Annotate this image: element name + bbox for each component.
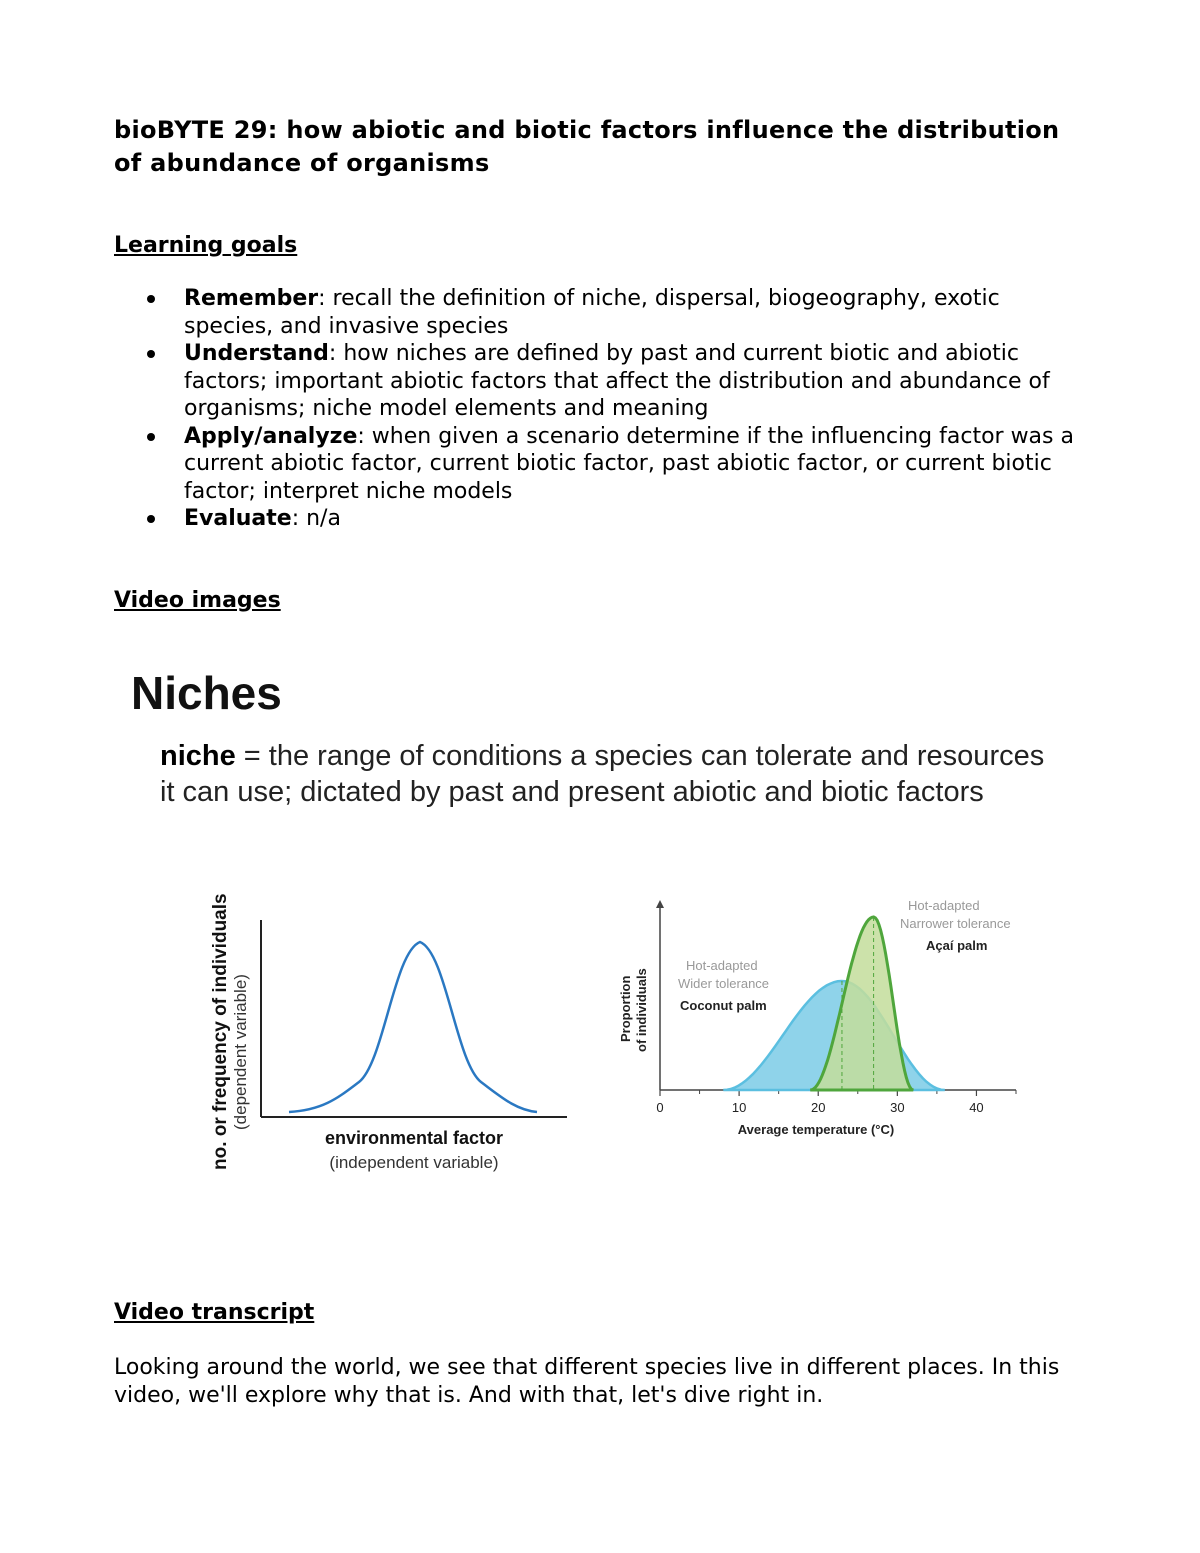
x-tick-label: 40	[969, 1100, 984, 1115]
coconut-label-name: Coconut palm	[680, 998, 767, 1013]
coconut-label-line1: Hot-adapted	[686, 958, 758, 973]
goal-label: Remember	[184, 286, 319, 311]
x-tick-label: 30	[890, 1100, 905, 1115]
goal-text: : recall the definition of niche, dispersal, biogeography, exotic species, and invasive species	[184, 286, 1000, 339]
y-axis-label: Proportion	[618, 975, 633, 1042]
list-item	[114, 423, 1094, 506]
bullet-icon	[147, 433, 155, 441]
transcript-text: Looking around the world, we see that different species live in different places. In this video, we'll explore why that is. And with that, let's dive right in.	[114, 1355, 1060, 1408]
x-axis-ticks	[656, 1090, 1016, 1115]
bullet-icon	[147, 350, 155, 358]
acai-label-line1: Hot-adapted	[908, 898, 980, 913]
goal-text: : how niches are defined by past and current biotic and abiotic factors; important abiotic factors that affect the distribution and abundance of organisms; niche model elements and meaning	[184, 341, 1050, 421]
x-axis-label: Average temperature (°C)	[737, 1122, 895, 1137]
bullet-icon	[147, 515, 155, 523]
goal-label: Apply/analyze	[184, 423, 358, 449]
list-item	[114, 340, 1094, 423]
acai-label-name: Açaí palm	[926, 938, 988, 953]
slide-title: Niches	[131, 667, 282, 719]
niche-model-chart	[204, 862, 584, 1182]
niche-term: niche	[160, 740, 236, 772]
x-axis-sublabel: (independent variable)	[329, 1153, 499, 1172]
list-item	[114, 285, 1094, 340]
x-tick-label: 10	[731, 1100, 747, 1115]
bell-curve	[289, 942, 537, 1112]
video-transcript-heading: Video transcript	[114, 1300, 315, 1325]
goal-text: : n/a	[291, 506, 341, 531]
goal-label: Evaluate	[184, 506, 292, 531]
acai-label-line2: Narrower tolerance	[900, 916, 1011, 931]
x-axis-label: environmental factor	[324, 1128, 504, 1148]
goal-text: : when given a scenario determine if the influencing factor was a current abiotic factor, current biotic factor, past abiotic factor, or current biotic factor; interpret niche models	[184, 423, 1074, 504]
bullet-icon	[147, 295, 155, 303]
niche-definition	[160, 738, 1060, 810]
learning-goals-list	[114, 285, 1094, 533]
document-title: bioBYTE 29: how abiotic and biotic factors influence the distribution of abundance of organisms	[114, 116, 1060, 177]
y-axis-sublabel: (dependent variable)	[231, 974, 250, 1130]
coconut-label-line2: Wider tolerance	[678, 976, 770, 991]
y-axis-label-line2: of individuals	[634, 968, 649, 1052]
video-images-heading: Video images	[114, 588, 281, 613]
x-tick-label: 0	[656, 1100, 664, 1115]
palm-temperature-chart	[606, 892, 1036, 1152]
list-item	[114, 505, 1094, 533]
y-axis-label: no. or frequency of individuals	[210, 893, 231, 1170]
goal-label: Understand	[184, 341, 329, 366]
arrow-up-icon	[656, 900, 664, 908]
x-tick-label: 20	[810, 1100, 826, 1115]
niche-slide-image	[114, 650, 1074, 1190]
niche-definition-text: = the range of conditions a species can tolerate and resources it can use; dictated by past and present abiotic and biotic factors	[160, 740, 1045, 808]
learning-goals-heading: Learning goals	[114, 233, 298, 258]
